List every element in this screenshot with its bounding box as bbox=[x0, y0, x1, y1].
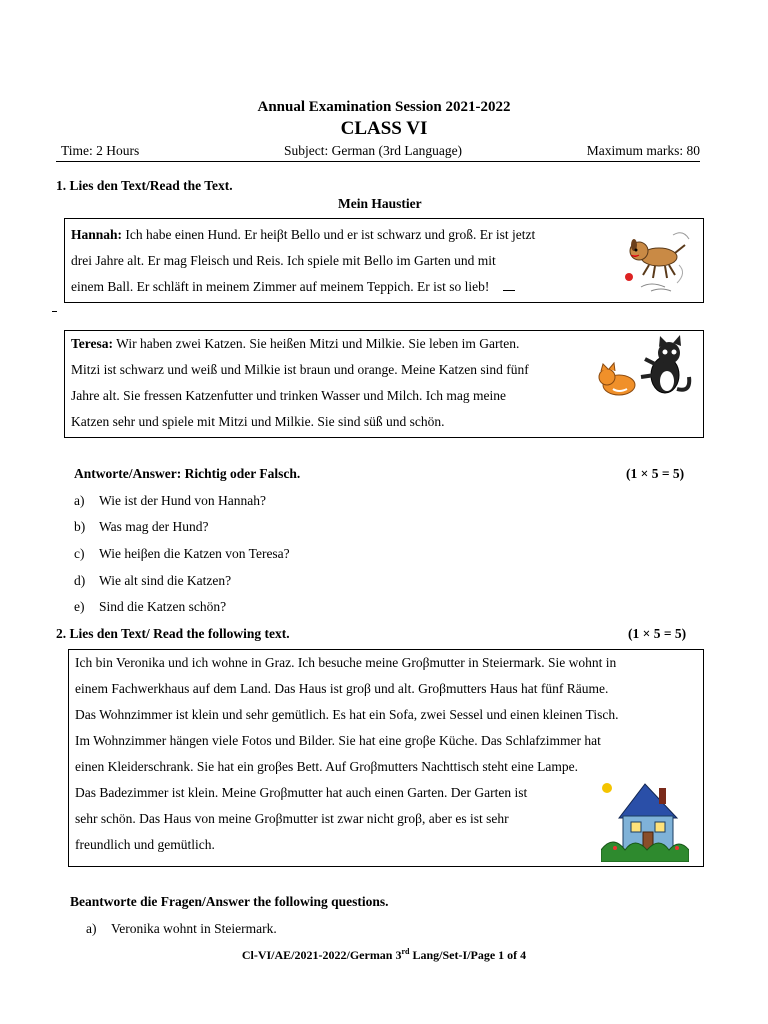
question-1c: c) Wie heiβen die Katzen von Teresa? bbox=[74, 546, 290, 561]
section2-heading: 2. Lies den Text/ Read the following text. bbox=[56, 626, 290, 641]
teresa-text-box bbox=[64, 330, 704, 438]
section2-marks: (1 × 5 = 5) bbox=[628, 626, 687, 641]
teresa-line-2: Mitzi ist schwarz und weiß und Milkie ist braun und orange. Meine Katzen sind fünf bbox=[71, 362, 529, 377]
section1-heading: 1. Lies den Text/Read the Text. bbox=[56, 178, 233, 193]
exam-session-title: Annual Examination Session 2021-2022 bbox=[257, 99, 511, 115]
hannah-line-1: Hannah: Ich habe einen Hund. Er heiβt Bello und er ist schwarz und groß. Er ist jetzt bbox=[71, 227, 536, 242]
question-1a: a) Wie ist der Hund von Hannah? bbox=[74, 493, 267, 508]
hannah-line-3: einem Ball. Er schläft in meinem Zimmer auf meinem Teppich. Er ist so lieb! bbox=[71, 274, 697, 300]
section2-task: Beantworte die Fragen/Answer the following questions. bbox=[70, 894, 389, 909]
veronika-line-6: Das Badezimmer ist klein. Meine Groβmutter hat auch einen Garten. Der Garten ist bbox=[75, 785, 528, 800]
two-cats-icon bbox=[597, 335, 697, 407]
question-1b: b) Was mag der Hund? bbox=[74, 519, 209, 534]
page-footer: Cl-VI/AE/2021-2022/German 3rd Lang/Set-I/Page 1 of 4 bbox=[241, 947, 527, 962]
veronika-text-box bbox=[68, 649, 704, 867]
question-1e: e) Sind die Katzen schön? bbox=[74, 599, 227, 614]
hannah-line-2: drei Jahre alt. Er mag Fleisch und Reis. Ich spiele mit Bello im Garten und mit bbox=[71, 253, 496, 268]
question-1d: d) Wie alt sind die Katzen? bbox=[74, 573, 232, 588]
teresa-line-1: Teresa: Wir haben zwei Katzen. Sie heißen Mitzi und Milkie. Sie leben im Garten. bbox=[71, 336, 520, 351]
teresa-line-4: Katzen sehr und spiele mit Mitzi und Milkie. Sie sind süß und schön. bbox=[71, 414, 445, 429]
divider-mark bbox=[52, 311, 57, 312]
hannah-name: Hannah: bbox=[71, 227, 123, 242]
veronika-line-4: Im Wohnzimmer hängen viele Fotos und Bilder. Sie hat eine groβe Küche. Das Schlafzimmer hat bbox=[75, 733, 601, 748]
teresa-name: Teresa: bbox=[71, 336, 113, 351]
exam-max-marks: Maximum marks: 80 bbox=[586, 143, 700, 158]
veronika-line-2: einem Fachwerkhaus auf dem Land. Das Haus ist groβ und alt. Groβmutters Haus hat fünf Räume. bbox=[75, 681, 609, 696]
exam-info-line bbox=[56, 143, 700, 162]
veronika-line-1: Ich bin Veronika und ich wohne in Graz. Ich besuche meine Groβmutter in Steiermark. Sie wohnt in bbox=[75, 655, 617, 670]
veronika-line-3: Das Wohnzimmer ist klein und sehr gemütlich. Es hat ein Sofa, zwei Sessel und einen kleinen Tisch. bbox=[75, 707, 619, 722]
veronika-line-7: sehr schön. Das Haus von meine Groβmutter ist zwar nicht groβ, aber es ist sehr bbox=[75, 811, 509, 826]
house-icon bbox=[601, 776, 689, 862]
section1-task: Antworte/Answer: Richtig oder Falsch. bbox=[74, 466, 301, 481]
exam-subject: Subject: German (3rd Language) bbox=[284, 143, 463, 158]
section1-title: Mein Haustier bbox=[338, 196, 422, 211]
veronika-line-8: freundlich und gemütlich. bbox=[75, 837, 215, 852]
veronika-line-5: einen Kleiderschrank. Sie hat ein groβes Bett. Auf Groβmutters Nachttisch steht eine Lampe. bbox=[75, 759, 578, 774]
section1-task-marks: (1 × 5 = 5) bbox=[626, 466, 685, 481]
teresa-line-3: Jahre alt. Sie fressen Katzenfutter und trinken Wasser und Milch. Ich mag meine bbox=[71, 388, 507, 403]
hannah-text-box bbox=[64, 218, 704, 303]
exam-time: Time: 2 Hours bbox=[61, 143, 140, 158]
question-2a: a) Veronika wohnt in Steiermark. bbox=[86, 921, 277, 936]
dog-with-ball-icon bbox=[621, 225, 697, 297]
class-title: CLASS VI bbox=[340, 118, 428, 139]
